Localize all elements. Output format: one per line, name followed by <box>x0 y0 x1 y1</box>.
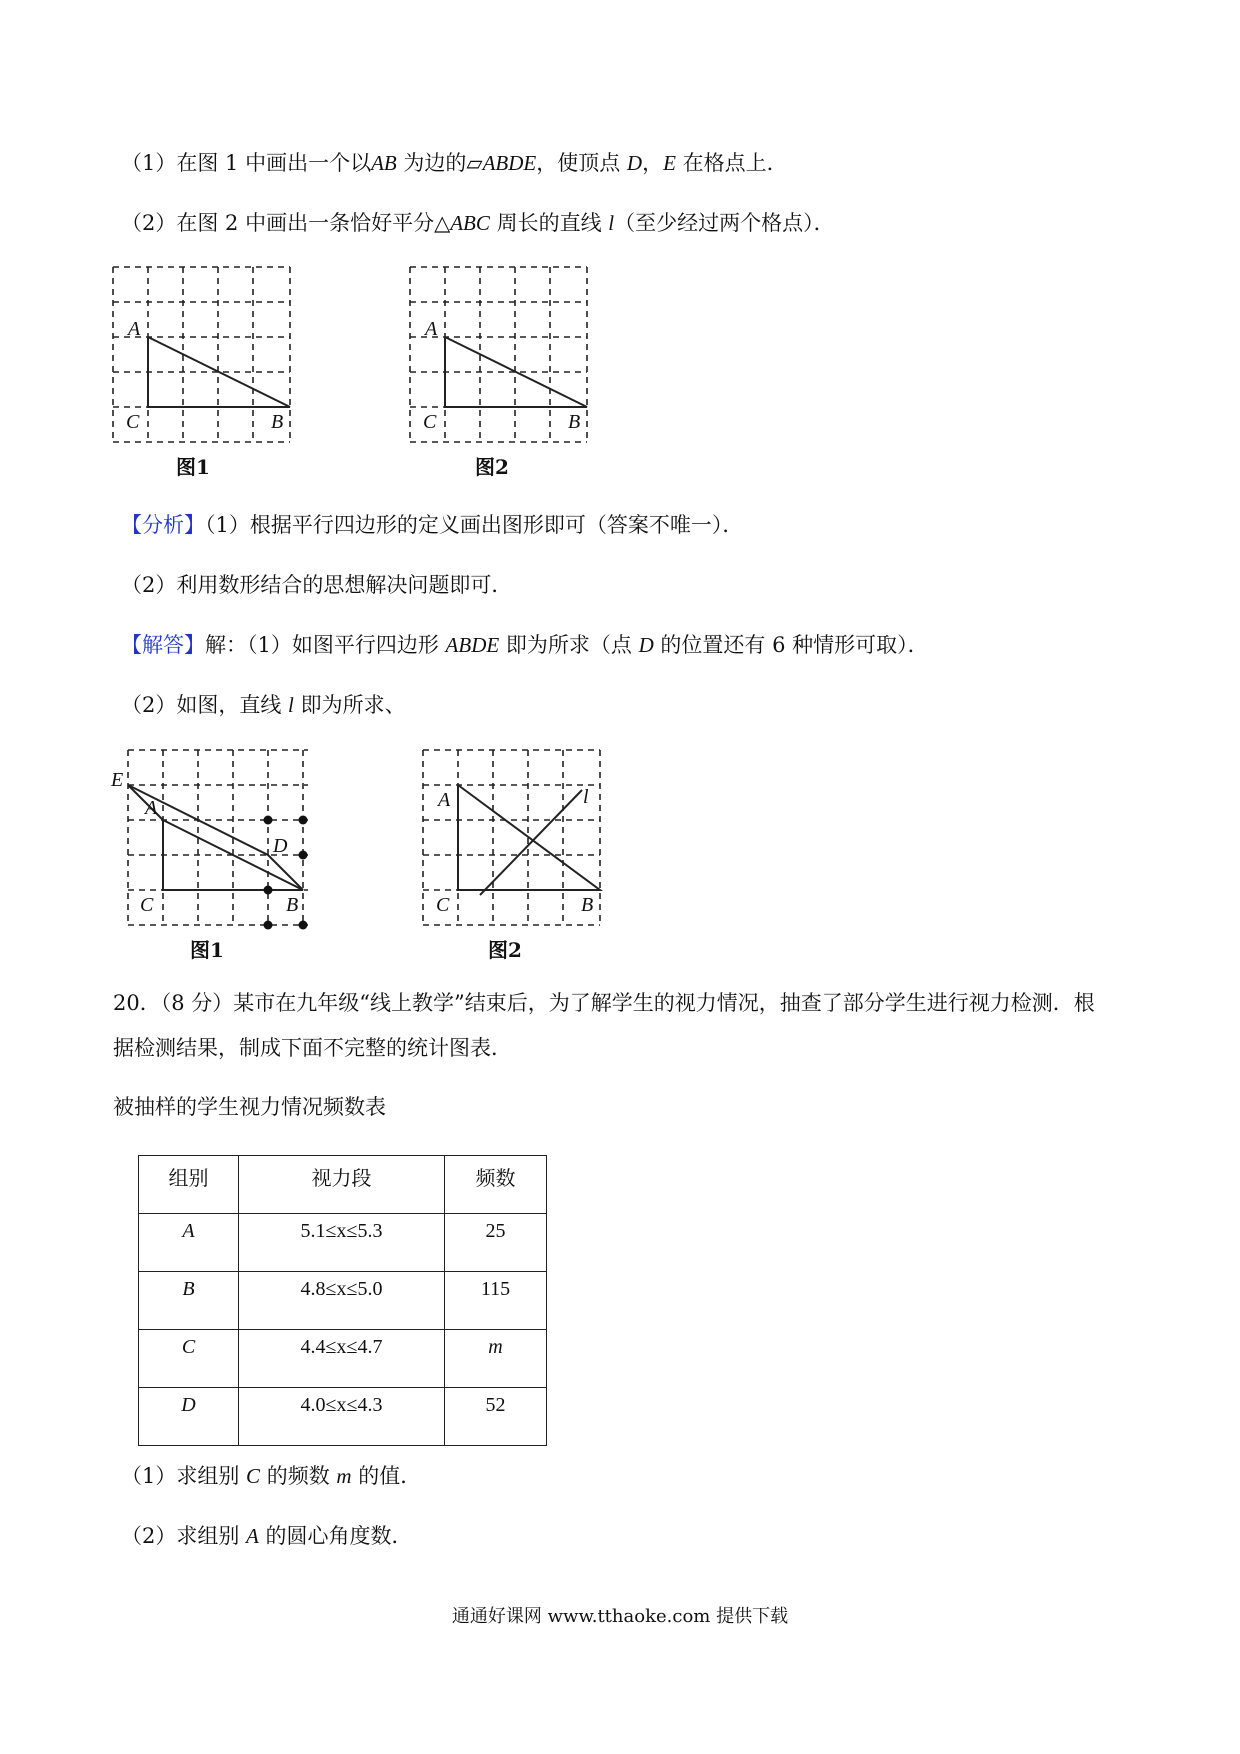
answer-line-1: 【解答】解：（1）如图平行四边形 ABDE 即为所求（点 D 的位置还有 6 种情形可取）． <box>121 633 929 657</box>
page-footer: 通通好课网 www.tthaoke.com 提供下载 <box>451 1606 789 1627</box>
vertex-b-label: B <box>581 894 594 916</box>
row-range: 4.4≤x≤4.7 <box>239 1330 445 1388</box>
row-range: 4.0≤x≤4.3 <box>239 1388 445 1446</box>
vertex-c-label: C <box>423 411 437 433</box>
header-group: 组别 <box>139 1156 239 1214</box>
row-frequency: m <box>445 1330 547 1388</box>
q20-question-2: （2）求组别 A 的圆心角度数． <box>121 1524 413 1548</box>
answer-figure-1-caption: 图1 <box>190 938 224 962</box>
row-group: D <box>139 1388 239 1446</box>
answer-figure-2-caption: 图2 <box>488 938 522 962</box>
answer-line-2: （2）如图，直线 l 即为所求、 <box>121 693 406 717</box>
vertex-c-label: C <box>140 894 154 916</box>
vertex-a-label: A <box>128 318 141 340</box>
table-row <box>139 1388 547 1446</box>
table-header-row <box>139 1156 547 1214</box>
frequency-table <box>138 1155 547 1446</box>
analysis-line-2: （2）利用数形结合的思想解决问题即可． <box>121 573 513 597</box>
row-range: 4.8≤x≤5.0 <box>239 1272 445 1330</box>
header-frequency: 频数 <box>445 1156 547 1214</box>
row-group: B <box>139 1272 239 1330</box>
header-range: 视力段 <box>239 1156 445 1214</box>
row-group: C <box>139 1330 239 1388</box>
q20-intro-2: 据检测结果，制成下面不完整的统计图表． <box>113 1036 512 1060</box>
vertex-e-label: E <box>111 769 124 791</box>
q19-part1: （1）在图 1 中画出一个以AB 为边的▱ABDE，使顶点 D，E 在格点上． <box>121 151 788 175</box>
row-frequency: 25 <box>445 1214 547 1272</box>
figure-2-caption: 图2 <box>475 455 509 479</box>
question-figure-1 <box>110 265 300 485</box>
table-row <box>139 1214 547 1272</box>
vertex-b-label: B <box>286 894 299 916</box>
table-title: 被抽样的学生视力情况频数表 <box>113 1095 386 1119</box>
q20-question-1: （1）求组别 C 的频数 m 的值． <box>121 1464 422 1488</box>
row-range: 5.1≤x≤5.3 <box>239 1214 445 1272</box>
table-row <box>139 1330 547 1388</box>
vertex-c-label: C <box>126 411 140 433</box>
analysis-tag: 【分析】 <box>121 513 205 537</box>
row-frequency: 52 <box>445 1388 547 1446</box>
vertex-a-label: A <box>425 318 438 340</box>
vertex-a-label: A <box>438 789 451 811</box>
vertex-b-label: B <box>568 411 581 433</box>
vertex-a-label: A <box>145 797 158 819</box>
q19-part2: （2）在图 2 中画出一条恰好平分△ABC 周长的直线 l（至少经过两个格点）． <box>121 211 835 235</box>
line-l-label: l <box>583 786 589 808</box>
question-figure-2 <box>407 265 597 485</box>
answer-tag: 【解答】 <box>121 633 205 657</box>
table-row <box>139 1272 547 1330</box>
q20-intro-1: 20．（8 分）某市在九年级“线上教学”结束后，为了解学生的视力情况，抽查了部分学生进行视力检测．根 <box>113 991 1095 1015</box>
answer-figure-2 <box>420 748 620 968</box>
vertex-b-label: B <box>271 411 284 433</box>
figure-1-caption: 图1 <box>176 455 210 479</box>
row-frequency: 115 <box>445 1272 547 1330</box>
row-group: A <box>139 1214 239 1272</box>
analysis-line-1: 【分析】（1）根据平行四边形的定义画出图形即可（答案不唯一）． <box>121 513 744 537</box>
vertex-c-label: C <box>436 894 450 916</box>
answer-figure-1 <box>110 748 330 968</box>
vertex-d-label: D <box>273 835 288 857</box>
